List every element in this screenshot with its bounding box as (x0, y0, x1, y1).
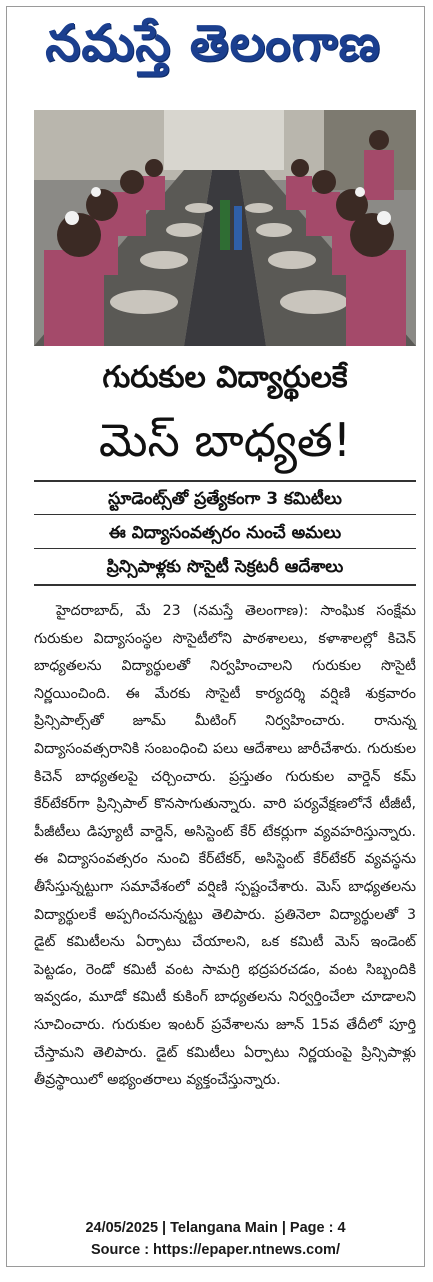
article-paragraph: హైదరాబాద్, మే 23 (నమస్తే తెలంగాణ): సాంఘిక సంక్షేమ గురుకుల విద్యాసంస్థల సొసైటీలోని పాఠశాలలు, కళాశాలల్లో కిచెన్ బాధ్యతలను విద్యార్థులతో నిర్వహించాలని గురుకుల సొసైటీ నిర్ణయించింది. ఈ మేరకు సొసైటీ కార్యదర్శి వర్షిణి శుక్రవారం ప్రిన్సిపాల్స్‌తో జూమ్ మీటింగ్ నిర్వహించారు. రానున్న విద్యాసంవత్సరానికి సంబంధించి పలు ఆదేశాలు జారీచేశారు. గురుకుల కిచెన్ బాధ్యతలపై చర్చించారు. ప్రస్తుతం గురుకుల వార్డెన్ కమ్ కేర్‌టేకర్‌గా ప్రిన్సిపాల్ కొనసాగుతున్నారు. వారి పర్యవేక్షణలోనే టీజీటీ, పీజీటీలు డిప్యూటీ వార్డెన్, అసిస్టెంట్ కేర్ టేకర్లుగా వ్యవహరిస్తున్నారు. ఈ విద్యాసంవత్సరం నుంచి కేర్‌టేకర్, అసిస్టెంట్ కేర్‌టేకర్ వ్యవస్థను తీసేస్తున్నట్టుగా సమావేశంలో వర్షిణి స్పష్టంచేశారు. మెస్ బాధ్యతలను విద్యార్థులకే అప్పగించనున్నట్టు తెలిపారు. ప్రతినెలా విద్యార్థులతో 3 డైట్ కమిటీలను ఏర్పాటు చేయాలని, ఒక కమిటీ మెస్ ఇండెంట్ పెట్టడం, రెండో కమిటీ వంట సామగ్రి భద్రపరచడం, వంట సిబ్బందికి ఇవ్వడం, మూడో కమిటీ కుకింగ్ బాధ్యతలను నిర్వర్తించేలా చూడాలని సూచించారు. గురుకుల ఇంటర్ ప్రవేశాలను జూన్ 15వ తేదీలో పూర్తి చేస్తామని తెలిపారు. డైట్ కమిటీలు ఏర్పాటు నిర్ణయంపై ప్రిన్సిపాళ్లు తీవ్రస్థాయిలో అభ్యంతరాలు వ్యక్తంచేస్తున్నారు. (34, 603, 416, 1089)
students-dining-illustration (34, 110, 416, 346)
article-photo (34, 110, 416, 346)
divider (34, 480, 416, 482)
headline-kicker: గురుకుల విద్యార్థులకే (102, 360, 348, 395)
article-body (34, 598, 416, 1218)
subhead-1: స్టూడెంట్స్‌తో ప్రత్యేకంగా 3 కమిటీలు (108, 489, 342, 509)
divider (34, 584, 416, 586)
footer-source-link[interactable]: Source : https://epaper.ntnews.com/ (91, 1242, 340, 1258)
newspaper-masthead: నమస్తే తెలంగాణ (45, 13, 381, 72)
divider (34, 548, 416, 549)
footer-date-edition: 24/05/2025 | Telangana Main | Page : 4 (85, 1220, 346, 1236)
divider (34, 514, 416, 515)
subhead-3: ప్రిన్సిపాళ్లకు సొసైటీ సెక్రటరీ ఆదేశాలు (106, 557, 344, 577)
headline-main: మెస్ బాధ్యత! (98, 413, 352, 467)
subhead-2: ఈ విద్యాసంవత్సరం నుంచే అమలు (108, 523, 342, 543)
